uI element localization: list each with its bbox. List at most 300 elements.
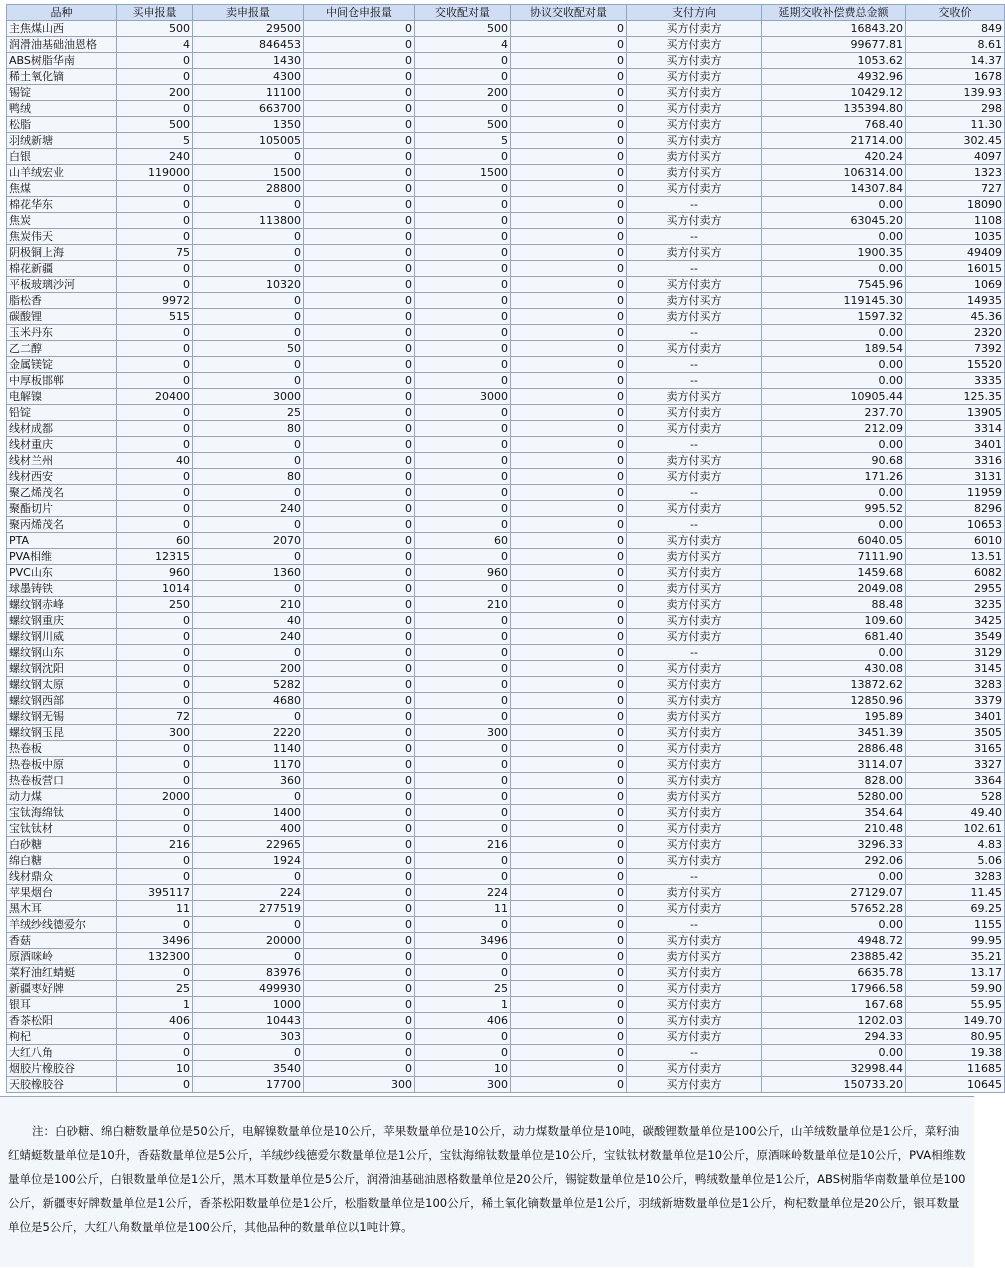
cell-payment-direction: 买方付卖方 [627,757,762,773]
cell-variety: 线材兰州 [7,453,117,469]
cell-compensation-total: 119145.30 [762,293,906,309]
cell-delivery-price: 14935 [906,293,1005,309]
cell-sell-declared: 1000 [193,997,304,1013]
cell-sell-declared: 0 [193,357,304,373]
cell-delivery-price: 80.95 [906,1029,1005,1045]
cell-agreement-matched: 0 [511,725,627,741]
cell-intermediate-declared: 0 [304,853,415,869]
cell-intermediate-declared: 0 [304,85,415,101]
cell-sell-declared: 224 [193,885,304,901]
cell-sell-declared: 277519 [193,901,304,917]
table-row [7,389,1005,405]
cell-buy-declared: 0 [117,965,193,981]
settlement-table-container [6,4,1002,1093]
cell-payment-direction: -- [627,517,762,533]
table-row [7,277,1005,293]
cell-intermediate-declared: 0 [304,245,415,261]
cell-agreement-matched: 0 [511,517,627,533]
cell-compensation-total: 212.09 [762,421,906,437]
cell-sell-declared: 0 [193,549,304,565]
cell-delivery-matched: 0 [415,501,511,517]
cell-variety: 螺纹钢无锡 [7,709,117,725]
cell-delivery-price: 4097 [906,149,1005,165]
cell-variety: 白砂糖 [7,837,117,853]
cell-delivery-matched: 0 [415,517,511,533]
cell-sell-declared: 0 [193,517,304,533]
cell-buy-declared: 0 [117,1077,193,1093]
cell-delivery-matched: 0 [415,197,511,213]
cell-delivery-price: 45.36 [906,309,1005,325]
cell-compensation-total: 294.33 [762,1029,906,1045]
cell-delivery-price: 302.45 [906,133,1005,149]
cell-buy-declared: 0 [117,213,193,229]
cell-variety: 螺纹钢川威 [7,629,117,645]
cell-payment-direction: -- [627,229,762,245]
cell-intermediate-declared: 0 [304,229,415,245]
cell-delivery-price: 10645 [906,1077,1005,1093]
cell-compensation-total: 1459.68 [762,565,906,581]
cell-buy-declared: 2000 [117,789,193,805]
cell-payment-direction: -- [627,373,762,389]
cell-variety: 热卷板中原 [7,757,117,773]
cell-delivery-price: 99.95 [906,933,1005,949]
cell-buy-declared: 0 [117,613,193,629]
cell-intermediate-declared: 0 [304,341,415,357]
cell-intermediate-declared: 0 [304,901,415,917]
cell-payment-direction: 买方付卖方 [627,997,762,1013]
cell-buy-declared: 0 [117,341,193,357]
cell-delivery-matched: 0 [415,549,511,565]
cell-compensation-total: 7545.96 [762,277,906,293]
cell-delivery-matched: 5 [415,133,511,149]
cell-delivery-price: 2320 [906,325,1005,341]
table-row [7,661,1005,677]
cell-delivery-matched: 0 [415,949,511,965]
cell-variety: 鸭绒 [7,101,117,117]
table-row [7,117,1005,133]
table-row [7,933,1005,949]
table-row [7,181,1005,197]
cell-intermediate-declared: 0 [304,1029,415,1045]
cell-buy-declared: 0 [117,261,193,277]
cell-intermediate-declared: 0 [304,645,415,661]
cell-payment-direction: 买方付卖方 [627,133,762,149]
cell-buy-declared: 72 [117,709,193,725]
cell-agreement-matched: 0 [511,901,627,917]
cell-agreement-matched: 0 [511,917,627,933]
cell-delivery-matched: 216 [415,837,511,853]
cell-agreement-matched: 0 [511,549,627,565]
cell-agreement-matched: 0 [511,533,627,549]
cell-compensation-total: 0.00 [762,373,906,389]
cell-buy-declared: 0 [117,277,193,293]
cell-delivery-price: 3165 [906,741,1005,757]
cell-payment-direction: 买方付卖方 [627,501,762,517]
cell-payment-direction: 卖方付买方 [627,389,762,405]
cell-intermediate-declared: 0 [304,885,415,901]
table-row [7,997,1005,1013]
cell-delivery-matched: 0 [415,245,511,261]
table-row [7,741,1005,757]
unit-footnote: 注：白砂糖、绵白糖数量单位是50公斤，电解镍数量单位是10公斤，苹果数量单位是10公斤，动力煤数量单位是10吨，碳酸锂数量单位是100公斤，山羊绒数量单位是1公斤，菜籽油红蜻蜓数量单位是10升，香菇数量单位是5公斤，羊绒纱线德爱尔数量单位是1公斤，宝钛海绵钛数量单位是10公斤，宝钛钛材数量单位是10公斤，原酒咪岭数量单位是10公斤，PVA相维数量单位是100公斤，白银数量单位是1公斤，黑木耳数量单位是5公斤，润滑油基础油恩格数量单位是20公斤，锡锭数量单位是10公斤，鸭绒数量单位是1公斤，ABS树脂华南数量单位是100公斤，新疆枣好牌数量单位是1公斤，香茶松阳数量单位是1公斤，松脂数量单位是100公斤，稀土氧化镝数量单位是1公斤，羽绒新塘数量单位是1公斤，枸杞数量单位是20公斤，银耳数量单位是5公斤，大红八角数量单位是100公斤，其他品种的数量单位以1吨计算。 [8,1124,966,1234]
cell-delivery-matched: 0 [415,181,511,197]
cell-delivery-price: 49.40 [906,805,1005,821]
cell-compensation-total: 768.40 [762,117,906,133]
table-row [7,165,1005,181]
header-delivery-price: 交收价 [906,5,1005,21]
cell-buy-declared: 406 [117,1013,193,1029]
cell-variety: 螺纹钢沈阳 [7,661,117,677]
table-row [7,629,1005,645]
cell-delivery-price: 55.95 [906,997,1005,1013]
cell-delivery-matched: 500 [415,21,511,37]
cell-sell-declared: 0 [193,197,304,213]
cell-buy-declared: 200 [117,85,193,101]
cell-delivery-price: 727 [906,181,1005,197]
cell-delivery-price: 11.30 [906,117,1005,133]
header-sell-declared: 卖申报量 [193,5,304,21]
cell-agreement-matched: 0 [511,85,627,101]
cell-payment-direction: 卖方付买方 [627,597,762,613]
cell-sell-declared: 1140 [193,741,304,757]
cell-compensation-total: 6635.78 [762,965,906,981]
table-row [7,837,1005,853]
cell-delivery-price: 4.83 [906,837,1005,853]
cell-variety: 原酒咪岭 [7,949,117,965]
cell-sell-declared: 0 [193,437,304,453]
cell-payment-direction: -- [627,869,762,885]
cell-intermediate-declared: 0 [304,757,415,773]
table-row [7,21,1005,37]
cell-payment-direction: 买方付卖方 [627,421,762,437]
cell-buy-declared: 0 [117,501,193,517]
table-row [7,325,1005,341]
cell-payment-direction: 卖方付买方 [627,549,762,565]
cell-buy-declared: 0 [117,693,193,709]
table-row [7,437,1005,453]
cell-sell-declared: 1350 [193,117,304,133]
cell-payment-direction: 买方付卖方 [627,933,762,949]
cell-delivery-matched: 0 [415,53,511,69]
cell-payment-direction: -- [627,325,762,341]
table-row [7,565,1005,581]
cell-delivery-price: 1069 [906,277,1005,293]
cell-delivery-price: 14.37 [906,53,1005,69]
cell-delivery-matched: 0 [415,437,511,453]
cell-delivery-price: 49409 [906,245,1005,261]
cell-variety: 中厚板邯郸 [7,373,117,389]
cell-compensation-total: 5280.00 [762,789,906,805]
cell-agreement-matched: 0 [511,101,627,117]
cell-compensation-total: 27129.07 [762,885,906,901]
cell-intermediate-declared: 0 [304,53,415,69]
cell-delivery-matched: 0 [415,373,511,389]
cell-delivery-price: 11959 [906,485,1005,501]
cell-delivery-price: 3401 [906,709,1005,725]
cell-agreement-matched: 0 [511,1029,627,1045]
cell-compensation-total: 14307.84 [762,181,906,197]
cell-buy-declared: 0 [117,485,193,501]
cell-intermediate-declared: 0 [304,69,415,85]
cell-agreement-matched: 0 [511,69,627,85]
cell-intermediate-declared: 0 [304,965,415,981]
cell-variety: 金属镁锭 [7,357,117,373]
cell-payment-direction: 卖方付买方 [627,581,762,597]
cell-agreement-matched: 0 [511,709,627,725]
cell-payment-direction: -- [627,197,762,213]
cell-buy-declared: 0 [117,1045,193,1061]
cell-intermediate-declared: 0 [304,309,415,325]
cell-intermediate-declared: 0 [304,325,415,341]
cell-intermediate-declared: 0 [304,165,415,181]
cell-sell-declared: 0 [193,149,304,165]
cell-variety: 螺纹钢玉昆 [7,725,117,741]
table-row [7,37,1005,53]
cell-buy-declared: 25 [117,981,193,997]
cell-agreement-matched: 0 [511,581,627,597]
cell-intermediate-declared: 0 [304,629,415,645]
cell-agreement-matched: 0 [511,21,627,37]
cell-delivery-price: 3145 [906,661,1005,677]
cell-agreement-matched: 0 [511,437,627,453]
cell-delivery-price: 3327 [906,757,1005,773]
cell-intermediate-declared: 0 [304,821,415,837]
cell-delivery-matched: 406 [415,1013,511,1029]
cell-payment-direction: 买方付卖方 [627,901,762,917]
cell-payment-direction: 买方付卖方 [627,405,762,421]
cell-delivery-price: 1323 [906,165,1005,181]
cell-variety: 菜籽油红蜻蜓 [7,965,117,981]
cell-buy-declared: 3496 [117,933,193,949]
cell-agreement-matched: 0 [511,197,627,213]
table-row [7,901,1005,917]
delivery-settlement-table [6,4,1005,1093]
cell-payment-direction: 买方付卖方 [627,821,762,837]
cell-variety: 碳酸锂 [7,309,117,325]
cell-agreement-matched: 0 [511,213,627,229]
cell-intermediate-declared: 0 [304,661,415,677]
cell-agreement-matched: 0 [511,373,627,389]
cell-buy-declared: 1 [117,997,193,1013]
cell-delivery-price: 6010 [906,533,1005,549]
cell-compensation-total: 4948.72 [762,933,906,949]
cell-buy-declared: 216 [117,837,193,853]
cell-delivery-price: 8296 [906,501,1005,517]
cell-agreement-matched: 0 [511,469,627,485]
cell-sell-declared: 1430 [193,53,304,69]
table-row [7,421,1005,437]
cell-delivery-matched: 0 [415,613,511,629]
cell-sell-declared: 0 [193,485,304,501]
cell-payment-direction: 买方付卖方 [627,181,762,197]
cell-agreement-matched: 0 [511,421,627,437]
table-header-row [7,5,1005,21]
cell-buy-declared: 0 [117,917,193,933]
cell-buy-declared: 500 [117,21,193,37]
cell-variety: 苹果烟台 [7,885,117,901]
cell-intermediate-declared: 0 [304,709,415,725]
cell-delivery-price: 3129 [906,645,1005,661]
header-delivery-matched: 交收配对量 [415,5,511,21]
cell-buy-declared: 0 [117,69,193,85]
cell-delivery-matched: 0 [415,69,511,85]
table-row [7,293,1005,309]
cell-delivery-matched: 0 [415,421,511,437]
cell-buy-declared: 0 [117,645,193,661]
cell-agreement-matched: 0 [511,965,627,981]
cell-variety: 线材西安 [7,469,117,485]
cell-delivery-matched: 0 [415,629,511,645]
cell-buy-declared: 0 [117,469,193,485]
cell-delivery-matched: 0 [415,917,511,933]
cell-agreement-matched: 0 [511,485,627,501]
table-row [7,613,1005,629]
cell-sell-declared: 1924 [193,853,304,869]
cell-payment-direction: 买方付卖方 [627,837,762,853]
cell-sell-declared: 1170 [193,757,304,773]
cell-payment-direction: 买方付卖方 [627,101,762,117]
cell-sell-declared: 0 [193,917,304,933]
cell-delivery-matched: 0 [415,757,511,773]
cell-intermediate-declared: 0 [304,949,415,965]
cell-compensation-total: 0.00 [762,517,906,533]
cell-intermediate-declared: 0 [304,869,415,885]
cell-delivery-price: 3131 [906,469,1005,485]
cell-sell-declared: 80 [193,469,304,485]
cell-buy-declared: 0 [117,1029,193,1045]
cell-intermediate-declared: 0 [304,693,415,709]
cell-buy-declared: 0 [117,629,193,645]
cell-delivery-price: 16015 [906,261,1005,277]
cell-sell-declared: 0 [193,293,304,309]
cell-payment-direction: -- [627,261,762,277]
cell-intermediate-declared: 0 [304,437,415,453]
cell-payment-direction: -- [627,645,762,661]
cell-delivery-matched: 0 [415,1045,511,1061]
cell-delivery-matched: 0 [415,645,511,661]
cell-buy-declared: 960 [117,565,193,581]
cell-variety: 焦炭 [7,213,117,229]
cell-buy-declared: 0 [117,741,193,757]
cell-compensation-total: 1900.35 [762,245,906,261]
cell-intermediate-declared: 0 [304,405,415,421]
cell-buy-declared: 0 [117,853,193,869]
cell-delivery-price: 6082 [906,565,1005,581]
cell-agreement-matched: 0 [511,1013,627,1029]
cell-compensation-total: 995.52 [762,501,906,517]
cell-intermediate-declared: 0 [304,501,415,517]
cell-delivery-price: 849 [906,21,1005,37]
cell-payment-direction: 买方付卖方 [627,69,762,85]
table-body [7,21,1005,1093]
cell-agreement-matched: 0 [511,757,627,773]
cell-delivery-matched: 960 [415,565,511,581]
table-row [7,693,1005,709]
cell-delivery-matched: 0 [415,149,511,165]
cell-agreement-matched: 0 [511,229,627,245]
cell-compensation-total: 3451.39 [762,725,906,741]
cell-variety: 电解镍 [7,389,117,405]
cell-compensation-total: 90.68 [762,453,906,469]
cell-payment-direction: 买方付卖方 [627,725,762,741]
cell-buy-declared: 0 [117,181,193,197]
footnote-panel [0,1096,974,1267]
cell-payment-direction: 卖方付买方 [627,453,762,469]
cell-agreement-matched: 0 [511,293,627,309]
cell-intermediate-declared: 0 [304,741,415,757]
cell-delivery-matched: 10 [415,1061,511,1077]
cell-variety: 阴极铜上海 [7,245,117,261]
cell-compensation-total: 3114.07 [762,757,906,773]
cell-buy-declared: 0 [117,773,193,789]
table-row [7,965,1005,981]
cell-intermediate-declared: 0 [304,789,415,805]
table-row [7,245,1005,261]
table-row [7,1061,1005,1077]
cell-intermediate-declared: 0 [304,453,415,469]
cell-delivery-price: 35.21 [906,949,1005,965]
cell-compensation-total: 210.48 [762,821,906,837]
cell-agreement-matched: 0 [511,181,627,197]
table-row [7,469,1005,485]
cell-sell-declared: 303 [193,1029,304,1045]
cell-delivery-matched: 1 [415,997,511,1013]
cell-sell-declared: 0 [193,645,304,661]
cell-agreement-matched: 0 [511,613,627,629]
cell-intermediate-declared: 0 [304,293,415,309]
cell-delivery-price: 1108 [906,213,1005,229]
cell-compensation-total: 292.06 [762,853,906,869]
cell-buy-declared: 4 [117,37,193,53]
cell-compensation-total: 7111.90 [762,549,906,565]
cell-buy-declared: 5 [117,133,193,149]
cell-intermediate-declared: 0 [304,101,415,117]
cell-buy-declared: 0 [117,821,193,837]
cell-variety: 线材重庆 [7,437,117,453]
header-compensation-total: 延期交收补偿费总金额 [762,5,906,21]
table-row [7,853,1005,869]
cell-intermediate-declared: 0 [304,389,415,405]
cell-compensation-total: 32998.44 [762,1061,906,1077]
cell-delivery-matched: 0 [415,709,511,725]
cell-intermediate-declared: 0 [304,133,415,149]
table-row [7,453,1005,469]
cell-variety: 主焦煤山西 [7,21,117,37]
cell-payment-direction: 买方付卖方 [627,1013,762,1029]
cell-buy-declared: 300 [117,725,193,741]
cell-compensation-total: 88.48 [762,597,906,613]
cell-variety: 乙二醇 [7,341,117,357]
cell-payment-direction: 卖方付买方 [627,149,762,165]
cell-agreement-matched: 0 [511,389,627,405]
cell-sell-declared: 10320 [193,277,304,293]
cell-payment-direction: 卖方付买方 [627,949,762,965]
cell-intermediate-declared: 0 [304,117,415,133]
cell-buy-declared: 10 [117,1061,193,1077]
cell-intermediate-declared: 0 [304,597,415,613]
cell-delivery-price: 3505 [906,725,1005,741]
cell-buy-declared: 40 [117,453,193,469]
cell-delivery-matched: 0 [415,453,511,469]
cell-variety: 烟胶片橡胶谷 [7,1061,117,1077]
cell-sell-declared: 22965 [193,837,304,853]
cell-intermediate-declared: 0 [304,805,415,821]
cell-delivery-matched: 0 [415,485,511,501]
cell-delivery-matched: 500 [415,117,511,133]
cell-variety: ABS树脂华南 [7,53,117,69]
cell-compensation-total: 195.89 [762,709,906,725]
cell-payment-direction: 买方付卖方 [627,565,762,581]
